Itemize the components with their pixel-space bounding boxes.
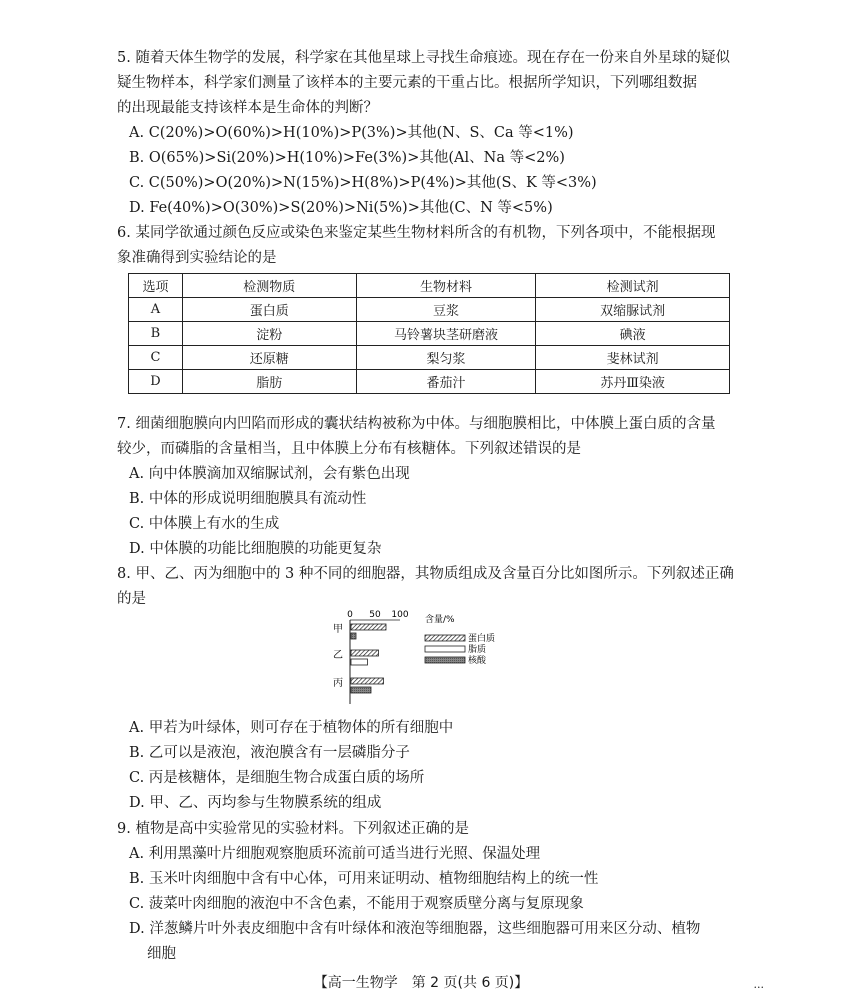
question-5-option-c: C. C(50%)>O(20%)>N(15%)>H(8%)>P(4%)>其他(S、K 等<3%) xyxy=(129,175,597,191)
table-cell: 碘液 xyxy=(536,322,730,346)
table-cell: D xyxy=(129,370,183,394)
table-header-cell: 检测物质 xyxy=(182,274,356,298)
table-cell: 还原糖 xyxy=(182,346,356,370)
table-header-cell: 生物材料 xyxy=(356,274,536,298)
table-cell: 马铃薯块茎研磨液 xyxy=(356,322,536,346)
chart-bar xyxy=(351,659,368,665)
table-cell: 豆浆 xyxy=(356,298,536,322)
question-9-option-a: A. 利用黑藻叶片细胞观察胞质环流前可适当进行光照、保温处理 xyxy=(129,846,541,862)
question-8-stem-line: 的是 xyxy=(117,591,146,607)
question-6-stem-line: 象准确得到实验结论的是 xyxy=(117,250,277,266)
chart-unit-label: 含量/% xyxy=(425,615,455,625)
table-cell: 脂肪 xyxy=(182,370,356,394)
chart-category-label: 甲 xyxy=(333,624,343,635)
question-5-option-d: D. Fe(40%)>O(30%)>S(20%)>Ni(5%)>其他(C、N 等<5%) xyxy=(129,200,553,216)
table-cell: 苏丹Ⅲ染液 xyxy=(536,370,730,394)
question-8-option-d: D. 甲、乙、丙均参与生物膜系统的组成 xyxy=(129,795,382,811)
chart-legend-label: 核酸 xyxy=(468,656,487,666)
table-header-cell: 选项 xyxy=(129,274,183,298)
question-5-stem xyxy=(117,46,737,121)
question-5-stem-line: 疑生物样本，科学家们测量了该样本的主要元素的干重占比。根据所学知识，下列哪组数据 xyxy=(117,75,697,91)
chart-tick-label: 0 xyxy=(347,610,353,620)
table-cell: 番茄汁 xyxy=(356,370,536,394)
table-cell: 蛋白质 xyxy=(182,298,356,322)
question-6 xyxy=(117,221,737,271)
question-7-option-c: C. 中体膜上有水的生成 xyxy=(129,516,280,532)
question-6-stem-line: 6. 某同学欲通过颜色反应或染色来鉴定某些生物材料所含的有机物，下列各项中，不能根据现 xyxy=(117,225,716,241)
question-8-options xyxy=(117,716,737,816)
question-8-option-c: C. 丙是核糖体，是细胞生物合成蛋白质的场所 xyxy=(129,770,425,786)
question-8-stem-line: 8. 甲、乙、丙为细胞中的 3 种不同的细胞器，其物质组成及含量百分比如图所示。下列叙述正确 xyxy=(117,566,734,582)
question-5 xyxy=(117,46,737,221)
chart-bar xyxy=(351,633,356,639)
chart-category-label: 乙 xyxy=(333,650,343,661)
chart-category-label: 丙 xyxy=(333,678,343,689)
table-row xyxy=(129,322,730,346)
question-7-stem-line: 7. 细菌细胞膜向内凹陷而形成的囊状结构被称为中体。与细胞膜相比，中体膜上蛋白质的含量 xyxy=(117,416,716,432)
table-cell: B xyxy=(129,322,183,346)
question-7-option-a: A. 向中体膜滴加双缩脲试剂，会有紫色出现 xyxy=(129,466,410,482)
question-7-option-d: D. 中体膜的功能比细胞膜的功能更复杂 xyxy=(129,541,382,557)
question-5-option-a: A. C(20%)>O(60%)>H(10%)>P(3%)>其他(N、S、Ca 等<1%) xyxy=(129,125,574,141)
chart-legend-label: 蛋白质 xyxy=(468,634,496,644)
question-9-option-b: B. 玉米叶肉细胞中含有中心体，可用来证明动、植物细胞结构上的统一性 xyxy=(129,871,599,887)
table-cell: 梨匀浆 xyxy=(356,346,536,370)
chart-legend-swatch xyxy=(425,657,465,663)
organelle-composition-chart xyxy=(330,608,510,708)
table-row xyxy=(129,346,730,370)
chart-bar xyxy=(351,624,386,630)
table-cell: A xyxy=(129,298,183,322)
chart-tick-label: 50 xyxy=(369,610,381,620)
chart-bar xyxy=(351,687,371,693)
table-cell: 淀粉 xyxy=(182,322,356,346)
table-cell: C xyxy=(129,346,183,370)
page-footer: 【高一生物学 第 2 页(共 6 页)】 xyxy=(313,975,529,991)
question-6-table xyxy=(128,273,730,394)
question-5-stem-line: 5. 随着天体生物学的发展，科学家在其他星球上寻找生命痕迹。现在存在一份来自外星球的疑似 xyxy=(117,50,730,66)
table-header-cell: 检测试剂 xyxy=(536,274,730,298)
question-7-option-b: B. 中体的形成说明细胞膜具有流动性 xyxy=(129,491,367,507)
question-5-option-b: B. O(65%)>Si(20%)>H(10%)>Fe(3%)>其他(Al、Na 等<2%) xyxy=(129,150,565,166)
chart-bar xyxy=(351,678,384,684)
chart-legend-label: 脂质 xyxy=(468,645,487,655)
table-cell: 双缩脲试剂 xyxy=(536,298,730,322)
question-9-option-c: C. 菠菜叶肉细胞的液泡中不含色素，不能用于观察质壁分离与复原现象 xyxy=(129,896,584,912)
question-9-option-d: D. 洋葱鳞片叶外表皮细胞中含有叶绿体和液泡等细胞器，这些细胞器可用来区分动、植物 xyxy=(129,921,701,937)
table-row xyxy=(129,370,730,394)
table-header-row xyxy=(129,274,730,298)
table-row xyxy=(129,298,730,322)
question-8-option-b: B. 乙可以是液泡，液泡膜含有一层磷脂分子 xyxy=(129,745,410,761)
question-7-stem-line: 较少，而磷脂的含量相当，且中体膜上分布有核糖体。下列叙述错误的是 xyxy=(117,441,581,457)
question-5-stem-line: 的出现最能支持该样本是生命体的判断？ xyxy=(117,100,378,116)
chart-tick-label: 100 xyxy=(391,610,409,620)
chart-legend-swatch xyxy=(425,646,465,652)
question-8 xyxy=(117,562,737,612)
question-8-option-a: A. 甲若为叶绿体，则可存在于植物体的所有细胞中 xyxy=(129,720,454,736)
table-cell: 斐林试剂 xyxy=(536,346,730,370)
chart-bar xyxy=(351,650,379,656)
corner-mark: ... xyxy=(753,978,764,991)
question-9-stem: 9. 植物是高中实验常见的实验材料。下列叙述正确的是 xyxy=(117,821,469,837)
question-7 xyxy=(117,412,737,562)
question-9 xyxy=(117,817,737,967)
question-9-option-d-cont: 细胞 xyxy=(147,946,176,962)
chart-legend-swatch xyxy=(425,635,465,641)
